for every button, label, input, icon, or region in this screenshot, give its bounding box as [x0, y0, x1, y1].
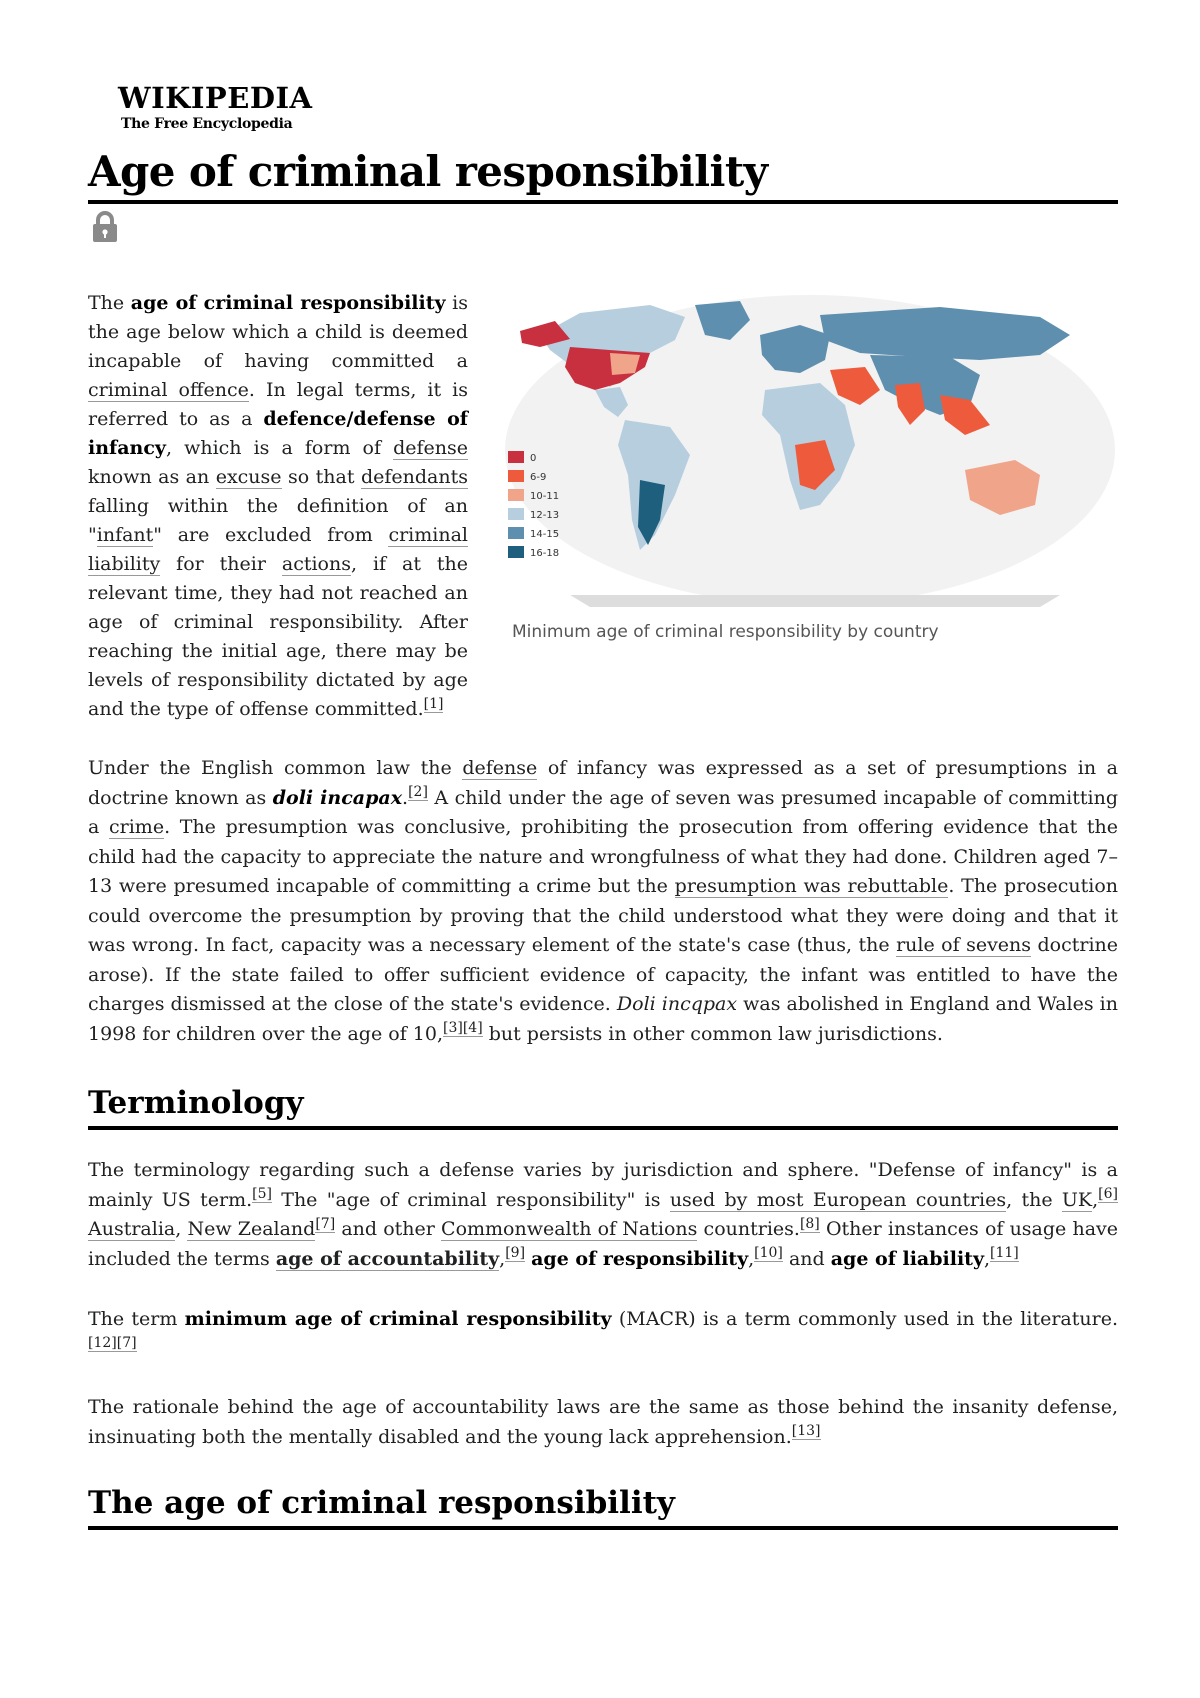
- section-heading-age: The age of criminal responsibility: [88, 1482, 1118, 1530]
- link-uk[interactable]: UK: [1061, 1188, 1093, 1211]
- legend-swatch-1: [508, 470, 524, 482]
- link-new-zealand[interactable]: New Zealand: [187, 1218, 316, 1240]
- term-age-of-criminal-responsibility: age of criminal responsibility: [130, 292, 446, 314]
- link-defendants[interactable]: defendants: [360, 466, 468, 488]
- link-defense[interactable]: defense: [393, 437, 468, 459]
- macr-paragraph: The term minimum age of criminal responsibility (MACR) is a term commonly used in the literature.[12][7]: [88, 1308, 1118, 1352]
- figure-caption: Minimum age of criminal responsibility by country: [512, 622, 939, 642]
- wikipedia-logo[interactable]: [118, 81, 313, 132]
- reference-11[interactable]: [11]: [990, 1245, 1019, 1262]
- term-defence-of-infancy: defence/defense of infancy: [88, 408, 468, 459]
- link-actions[interactable]: actions: [281, 553, 351, 575]
- map-land-antarctica: [570, 595, 1060, 607]
- intro-paragraph: The age of criminal responsibility is the age below which a child is deemed incapable of having committed a criminal offence. In legal terms, it is referred to as a defence/defense of infancy, which is a form of defense known as an excuse so that defendants falling within the definition of an "infant" are excluded from criminal liability for their actions, if at the relevant time, they had not reached an age of criminal responsibility. After reaching the initial age, there may be levels of responsibility dictated by age and the type of offense committed.[1]: [88, 292, 468, 720]
- reference-7[interactable]: [7]: [315, 1215, 336, 1232]
- legend-swatch-5: [508, 546, 524, 558]
- legend-label-0: 0: [530, 453, 537, 464]
- reference-8[interactable]: [8]: [799, 1215, 820, 1232]
- map-land-russia: [820, 307, 1070, 360]
- term-macr: minimum age of criminal responsibility: [184, 1308, 612, 1330]
- link-defense-2[interactable]: defense: [462, 757, 538, 779]
- section-heading-terminology: Terminology: [88, 1082, 1118, 1130]
- world-map[interactable]: [500, 295, 1120, 617]
- link-criminal-liability[interactable]: criminal liability: [88, 524, 468, 575]
- page-title: Age of criminal responsibility: [88, 146, 1118, 204]
- term-age-of-liability: age of liability: [830, 1247, 984, 1270]
- link-commonwealth[interactable]: Commonwealth of Nations: [441, 1218, 698, 1240]
- term-doli-incapax-italic: Doli incqpax: [616, 993, 738, 1015]
- lock-icon: [90, 210, 120, 244]
- doli-incapax-paragraph: Under the English common law the defense of infancy was expressed as a set of presumptions in a doctrine known as doli incapax.[2] A child under the age of seven was presumed incapable of committing a crime. The presumption was conclusive, prohibiting the prosecution from offering evidence that the child had the capacity to appreciate the nature and wrongfulness of what they had done. Children aged 7–13 were presumed incapable of committing a crime but the presumption was rebuttable. The prosecution could overcome the presumption by proving that the child understood what they were doing and that it was wrong. In fact, capacity was a necessary element of the state's case (thus, the rule of sevens doctrine arose). If the state failed to offer sufficient evidence of capacity, the infant was entitled to have the charges dismissed at the close of the state's evidence. Doli incqpax was abolished in England and Wales in 1998 for children over the age of 10,[3][4] but persists in other common law jurisdictions.: [88, 757, 1119, 1045]
- legend-label-2: 10-11: [530, 491, 560, 502]
- link-infant[interactable]: infant: [96, 524, 154, 546]
- legend-swatch-0: [508, 451, 524, 463]
- reference-9[interactable]: [9]: [505, 1245, 526, 1262]
- logo-tagline: The Free Encyclopedia: [121, 116, 293, 132]
- term-age-of-accountability[interactable]: age of accountability: [275, 1247, 500, 1270]
- reference-7b[interactable]: [7]: [116, 1335, 137, 1352]
- reference-13[interactable]: [13]: [791, 1423, 821, 1440]
- link-rule-of-sevens[interactable]: rule of sevens: [896, 934, 1032, 956]
- reference-10[interactable]: [10]: [754, 1245, 783, 1262]
- link-excuse[interactable]: excuse: [215, 466, 282, 488]
- term-doli-incapax: doli incapax: [272, 786, 403, 809]
- link-australia[interactable]: Australia: [88, 1218, 176, 1240]
- reference-6[interactable]: [6]: [1098, 1186, 1118, 1203]
- reference-4[interactable]: [4]: [462, 1020, 483, 1037]
- reference-12[interactable]: [12]: [88, 1335, 117, 1352]
- legend-swatch-2: [508, 489, 524, 501]
- legend-label-1: 6-9: [530, 472, 547, 483]
- world-map-figure: [500, 295, 1120, 642]
- legend-swatch-4: [508, 527, 524, 539]
- link-presumption-rebuttable[interactable]: presumption was rebuttable: [674, 875, 949, 897]
- legend-swatch-3: [508, 508, 524, 520]
- link-crime[interactable]: crime: [109, 816, 165, 838]
- reference-2[interactable]: [2]: [408, 784, 428, 801]
- reference-3[interactable]: [3]: [442, 1020, 463, 1037]
- link-criminal-offence[interactable]: criminal offence: [88, 379, 249, 401]
- reference-1[interactable]: [1]: [423, 695, 444, 712]
- logo-wordmark: WIKIPEDIA: [118, 81, 313, 115]
- term-age-of-responsibility: age of responsibility: [531, 1247, 749, 1270]
- rationale-paragraph: The rationale behind the age of accountability laws are the same as those behind the insanity defense, insinuating both the mentally disabled and the young lack apprehension.[13]: [88, 1396, 1118, 1448]
- legend-label-5: 16-18: [530, 548, 560, 559]
- legend-label-3: 12-13: [530, 510, 560, 521]
- legend-label-4: 14-15: [530, 529, 560, 540]
- link-european-countries[interactable]: used by most European countries: [669, 1188, 1007, 1211]
- terminology-paragraph: The terminology regarding such a defense varies by jurisdiction and sphere. "Defense of infancy" is a mainly US term.[5] The "age of criminal responsibility" is used by most European countries, the UK,[6] Australia, New Zealand[7] and other Commonwealth of Nations countries.[8] Other instances of usage have included the terms age of accountability,[9] age of responsibility,[10] and age of liability,[11]: [88, 1159, 1118, 1270]
- reference-5[interactable]: [5]: [252, 1186, 272, 1203]
